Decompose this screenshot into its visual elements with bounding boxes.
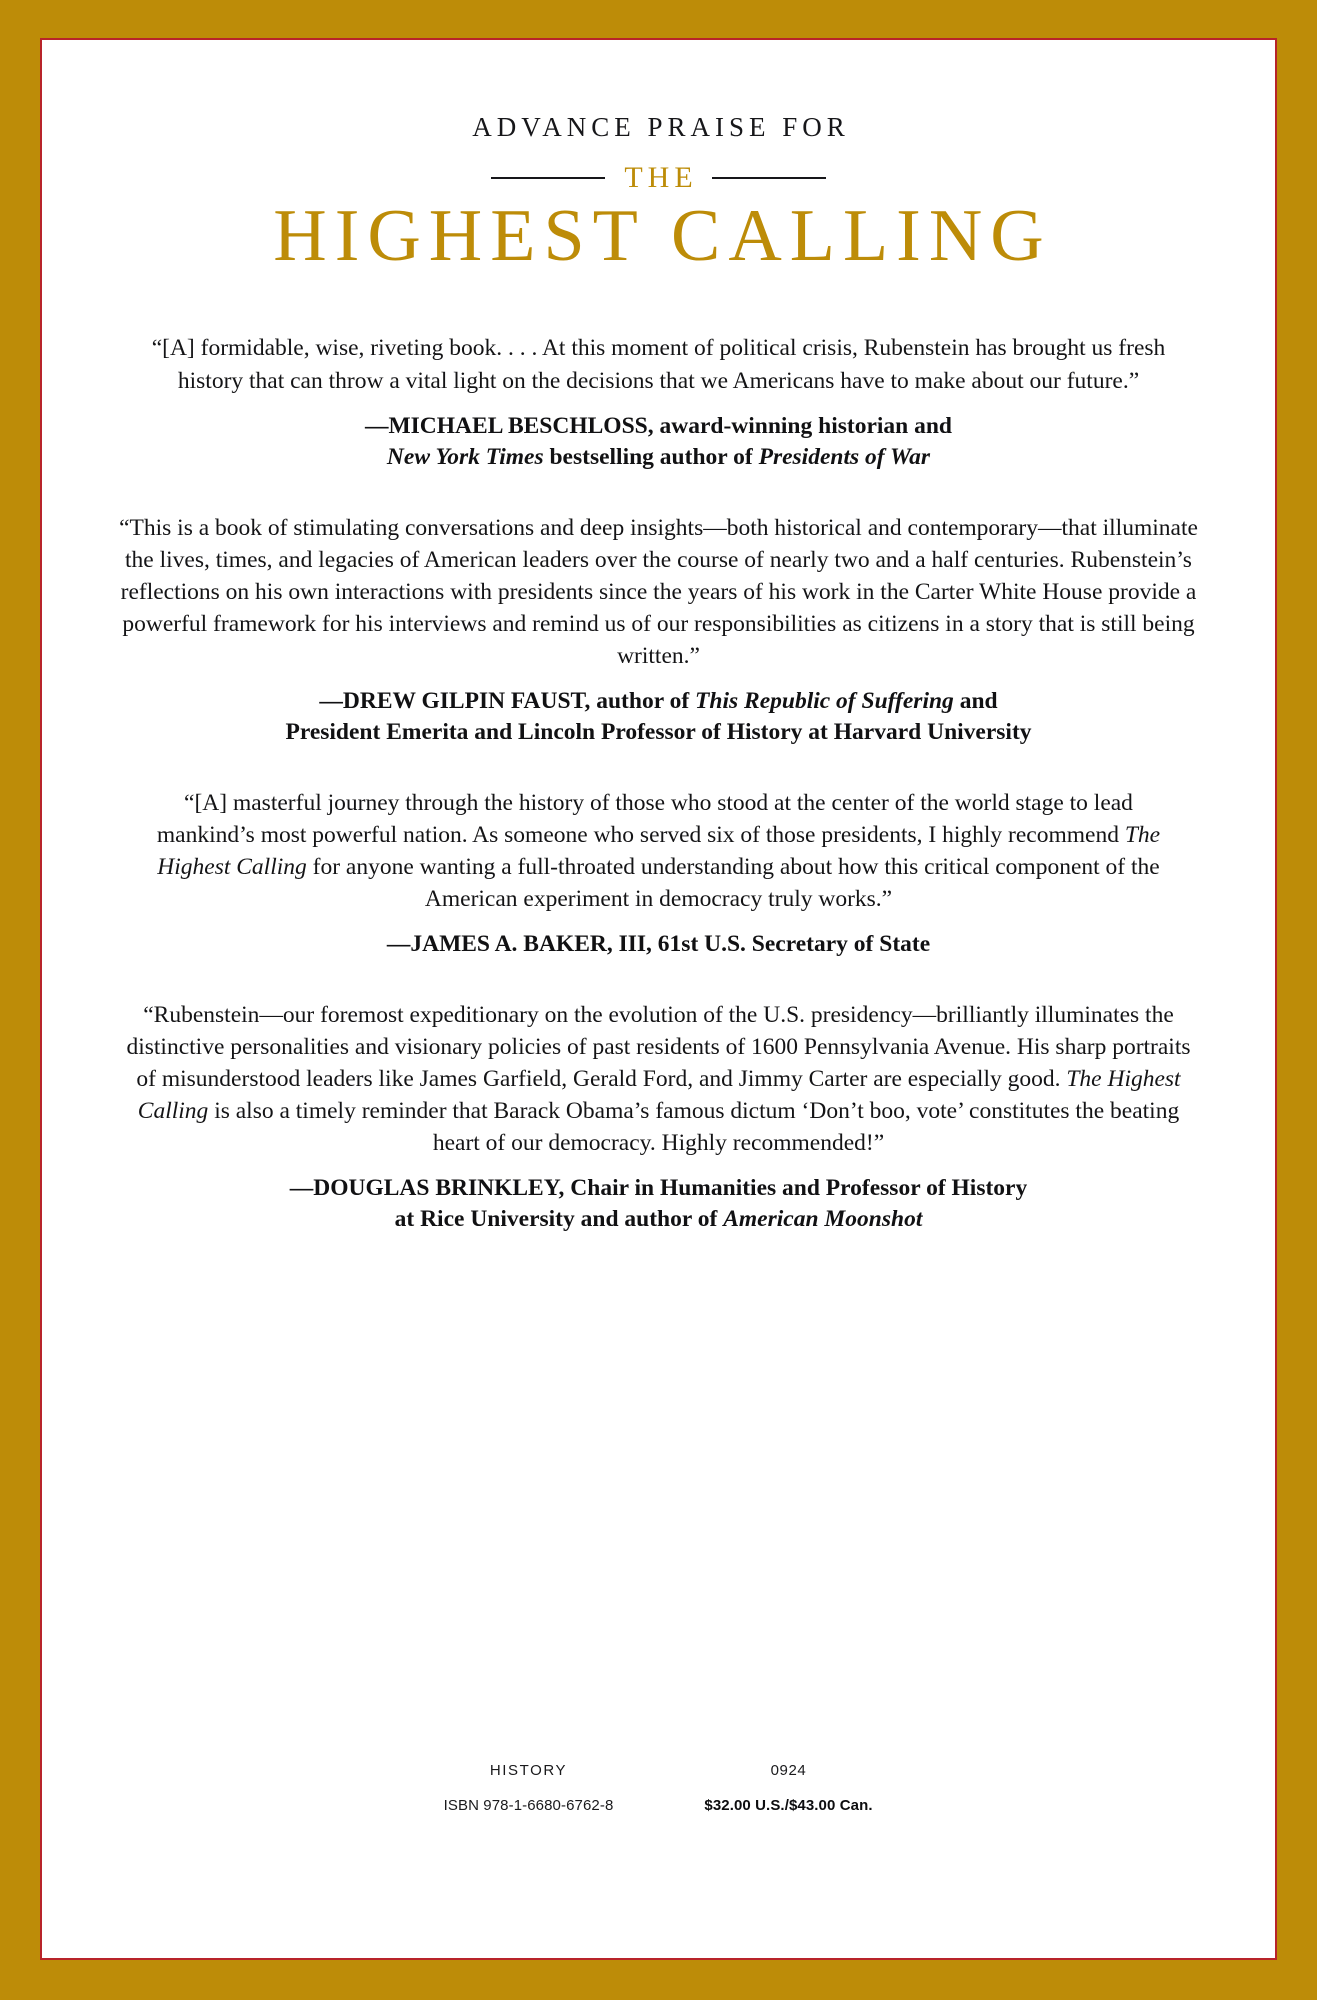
advance-praise-heading: ADVANCE PRAISE FOR xyxy=(472,112,850,142)
attribution-italic-title: Presidents of War xyxy=(758,444,931,471)
attribution-connector: bestselling author of xyxy=(543,444,759,471)
blurb-quote: “[A] formidable, wise, riveting book. . . . At this moment of political crisis, Rubenstein has brought us fresh history that can throw a vital light on the decisions that we Americans have to make about our future.” xyxy=(151,335,1166,394)
quote-italic-title: The Highest Calling xyxy=(137,1065,1181,1124)
book-title: HIGHEST CALLING xyxy=(273,195,1052,277)
blurb-baker xyxy=(114,787,1203,961)
blurb-attribution xyxy=(114,686,1203,749)
isbn-value: ISBN 978-1-6680-6762-8 xyxy=(443,1797,614,1814)
rule-right-decoration xyxy=(712,177,826,179)
attribution-line: —DREW GILPIN FAUST, author of xyxy=(319,687,696,714)
print-code: 0924 xyxy=(770,1762,807,1779)
blurb-list xyxy=(114,332,1203,1235)
blurb-faust xyxy=(114,512,1203,749)
quote-part-2: for anyone wanting a full-throated understanding about how this critical component of the American experiment in democracy truly works.” xyxy=(306,853,1160,913)
blurb-brinkley xyxy=(114,999,1203,1236)
rule-left-decoration xyxy=(491,177,605,179)
attribution-line: —MICHAEL BESCHLOSS, award-winning historian and xyxy=(364,412,952,439)
quote-part-2: is also a timely reminder that Barack Obama’s famous dictum ‘Don’t boo, vote’ constitutes the beating heart of our democracy. Highly recommended!” xyxy=(208,1097,1180,1156)
footer-row-isbn-price xyxy=(58,1797,1259,1814)
attribution-italic-work: This Republic of Suffering xyxy=(695,687,954,714)
the-row xyxy=(114,163,1203,193)
quote-part-1: “Rubenstein—our foremost expeditionary on the evolution of the U.S. presidency—brilliantly illuminates the distinctive personalities and visionary policies of past residents of 1600 Pennsylvania Avenue. His sharp portraits of misunderstood leaders like James Garfield, Gerald Ford, and Jimmy Carter are especially good. xyxy=(126,1001,1191,1092)
attribution-line: —DOUGLAS BRINKLEY, Chair in Humanities and Professor of History xyxy=(289,1174,1028,1201)
blurb-quote: “This is a book of stimulating conversations and deep insights—both historical and contemporary—that illuminate the lives, times, and legacies of American leaders over the course of nearly two and a half centuries. Rubenstein’s reflections on his own interactions with presidents since the years of his work in the Carter White House provide a powerful framework for his interviews and remind us of our responsibilities as citizens in a story that is still being written.” xyxy=(119,514,1198,669)
cover-panel xyxy=(40,38,1277,1960)
attribution-italic-work: New York Times xyxy=(386,444,544,471)
attribution-line-2: President Emerita and Lincoln Professor of History at Harvard University xyxy=(285,719,1032,746)
footer-row-category xyxy=(58,1762,1259,1779)
attribution-tail: and xyxy=(953,687,998,714)
cover-footer xyxy=(58,1762,1259,1814)
quote-italic-title: The Highest Calling xyxy=(157,821,1161,880)
price-value: $32.00 U.S./$43.00 Can. xyxy=(704,1797,873,1814)
cover-panel-inner xyxy=(58,56,1259,1942)
blurb-attribution xyxy=(114,1173,1203,1236)
blurb-beschloss xyxy=(114,332,1203,473)
quote-part-1: “[A] masterful journey through the history of those who stood at the center of the world stage to lead mankind’s most powerful nation. As someone who served six of those presidents, I highly recommend xyxy=(156,789,1133,848)
the-word: THE xyxy=(624,161,698,194)
attribution-italic-work: American Moonshot xyxy=(723,1206,923,1233)
blurb-attribution xyxy=(114,929,1203,960)
attribution-line: —JAMES A. BAKER, III, 61st U.S. Secretary of State xyxy=(386,931,931,958)
blurb-quote xyxy=(114,787,1203,915)
attribution-line-2: at Rice University and author of xyxy=(394,1206,724,1233)
cover-content xyxy=(58,56,1259,1942)
genre-label: HISTORY xyxy=(489,1762,568,1779)
blurb-attribution xyxy=(114,411,1203,474)
blurb-quote xyxy=(114,999,1203,1159)
